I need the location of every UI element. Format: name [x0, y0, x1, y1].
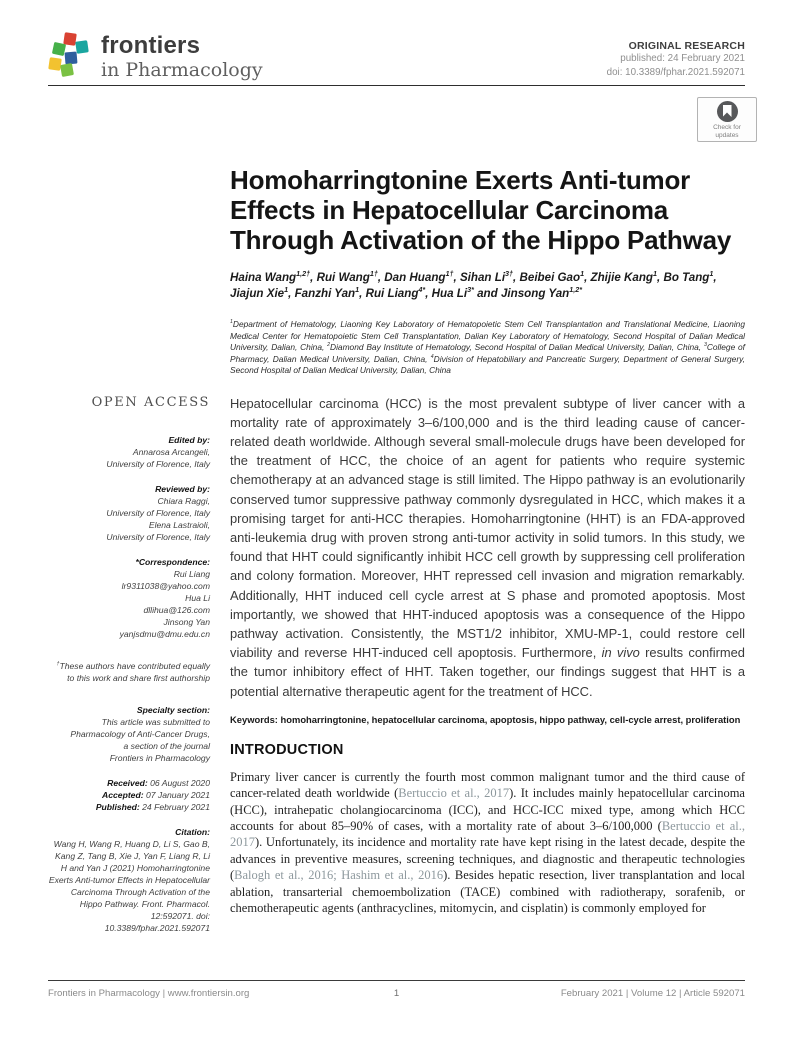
text-line: Rui Liang — [173, 569, 210, 579]
text-line: Pharmacology of Anti-Cancer Drugs, — [70, 729, 210, 739]
text-segment: Jiajun Xie — [230, 287, 285, 300]
header-divider — [48, 85, 745, 86]
superscript-marker: 1 — [709, 269, 714, 279]
edited-by-block — [48, 434, 210, 470]
text-segment: , — [657, 271, 664, 284]
keywords-line: Keywords: homoharringtonine, hepatocellular carcinoma, apoptosis, hippo pathway, cell-cycle arrest, proliferation — [230, 713, 741, 725]
page-number: 1 — [393, 988, 400, 999]
superscript-marker: 1 — [284, 285, 289, 295]
citation-block — [48, 826, 210, 934]
text-segment: ). Besides hepatic resection, liver transplantation and local ablation, transarterial chemoembolization (TACE) combined with radiotherapy, sorafenib, or chemotherapeutic agents (anthracyclines, mitomycin, and cisplatin) is commonly employed for — [230, 868, 745, 915]
journal-name: frontiers — [101, 32, 201, 59]
email-link[interactable]: lr9311038@yahoo.com — [121, 581, 210, 591]
text-segment: Haina Wang — [230, 271, 297, 284]
footer-issue-info: February 2021 | Volume 12 | Article 592071 — [560, 988, 745, 999]
abstract-paragraph — [230, 394, 745, 701]
text-line: a section of the journal — [123, 741, 210, 751]
text-segment: Bo Tang — [663, 271, 710, 284]
text-segment: Rui Wang — [316, 271, 370, 284]
superscript-marker: 4* — [418, 285, 426, 295]
reviewed-by-names — [48, 495, 210, 543]
citation-link[interactable]: Bertuccio et al., 2017 — [230, 818, 745, 850]
text-segment: results confirmed the tumor inhibitory effect of HHT. Taken together, our findings suggest that HHT is a potential alternative therapeutic agent for the treatment of HCC. — [230, 645, 745, 699]
author-list — [230, 270, 745, 302]
superscript-marker: 1† — [445, 269, 454, 279]
footer-journal-link[interactable]: Frontiers in Pharmacology | www.frontiersin.org — [48, 988, 250, 999]
superscript-marker: 3 — [703, 342, 707, 349]
text-line: University of Florence, Italy — [106, 532, 210, 542]
logo-cube-icon — [60, 63, 74, 77]
journal-subtitle: in Pharmacology — [101, 59, 263, 81]
correspondence-label: *Correspondence: — [135, 557, 210, 567]
superscript-marker: † — [56, 661, 60, 668]
badge-label-line1: Check for — [713, 124, 741, 131]
introduction-heading: INTRODUCTION — [230, 741, 344, 758]
text-segment: Jinsong Yan — [500, 287, 570, 300]
text-segment: Diamond Bay Institute of Hematology, Second Hospital of Dalian Medical University, Dalian, China, — [330, 342, 704, 352]
accepted-date: Accepted: 07 January 2021 — [102, 790, 210, 800]
text-line: University of Florence, Italy — [106, 508, 210, 518]
text-segment: Sihan Li — [459, 271, 506, 284]
text-segment: College of Pharmacy, Dalian Medical University, Dalian, China, — [230, 342, 746, 364]
superscript-marker: 1 — [230, 319, 233, 326]
correspondence-block — [48, 556, 210, 640]
article-title: Homoharringtonine Exerts Anti-tumor Effects in Hepatocellular Carcinoma Through Activation of the Hippo Pathway — [230, 165, 732, 255]
open-access-label: OPEN ACCESS — [91, 395, 210, 410]
text-segment: , — [310, 271, 317, 284]
text-segment: , — [425, 287, 432, 300]
email-link[interactable]: dllihua@126.com — [143, 605, 210, 615]
bookmark-icon — [723, 105, 732, 117]
text-segment: Department of Hematology, Liaoning Key Laboratory of Hematopoietic Stem Cell Transplantation and Translational Medicine, Liaoning Medical Center for Hematopoietic Stem Cell Transplantation, Dalian Key Laboratory of Hematology, Second Hospital of Dalian Medical University, Dalian, China, — [230, 319, 745, 352]
check-for-updates-button[interactable] — [697, 97, 757, 142]
email-link[interactable]: yanjsdmu@dmu.edu.cn — [119, 629, 210, 639]
reviewed-by-label: Reviewed by: — [155, 484, 210, 494]
published-date: published: 24 February 2021 — [620, 53, 745, 64]
text-segment: Hepatocellular carcinoma (HCC) is the most prevalent subtype of liver cancer with a mortality rate of approximately 3–6/100,000 and is the third leading cause of cancer-related death worldwide. Although several small-molecule drugs have been developed for the treatment of HCC, the choice of an agent for patients who require systemic chemotherapy at an advanced stage is still limited. The Hippo pathway is an evolutionarily conserved tumor suppressive pathway commonly dysregulated in HCC, which makes it a promising target for anti-HCC therapies. Homoharringtonine (HHT) is an FDA-approved anti-leukemia drug with proven strong anti-tumor activity in solid tumors. In this study, we found that HHT could significantly inhibit HCC cell growth by suppressing cell proliferation and colony formation. Moreover, HHT repressed cell invasion and migration remarkably. Additionally, HHT induced cell cycle arrest at S phase and promoted apoptosis. Most importantly, we showed that HHT-induced apoptosis was a consequence of the Hippo pathway activation. Consistently, the MST1/2 inhibitor, XMU-MP-1, could restore cell viability and reverse HHT-induced cell apoptosis. Furthermore, — [230, 395, 745, 661]
equal-contribution-note — [48, 660, 210, 684]
badge-label-line2: updates — [715, 131, 739, 139]
superscript-marker: 1 — [653, 269, 657, 279]
edited-by-names — [48, 446, 210, 470]
text-line: Annarosa Arcangeli, — [132, 447, 210, 457]
text-line: Jinsong Yan — [163, 617, 210, 627]
editorial-sidebar — [48, 165, 224, 934]
published-date-sidebar: Published: 24 February 2021 — [95, 802, 210, 812]
text-segment: Zhijie Kang — [590, 271, 653, 284]
specialty-section-block — [48, 704, 210, 764]
received-date: Received: 06 August 2020 — [107, 778, 210, 788]
text-segment: , — [584, 271, 591, 284]
text-line: University of Florence, Italy — [106, 459, 210, 469]
crossmark-icon — [717, 101, 738, 122]
superscript-marker: 3* — [467, 285, 474, 295]
superscript-marker: 1† — [369, 269, 378, 279]
edited-by-label: Edited by: — [168, 435, 210, 445]
reviewed-by-block — [48, 483, 210, 543]
specialty-section-lines — [48, 716, 210, 764]
frontiers-cubes-icon — [48, 33, 92, 81]
superscript-marker: 1,2† — [296, 269, 311, 279]
text-segment: Dan Huang — [384, 271, 446, 284]
citation-label: Citation: — [175, 827, 210, 837]
header-meta — [607, 40, 745, 79]
affiliations — [230, 319, 745, 377]
text-segment: , — [453, 271, 460, 284]
citation-link[interactable]: Bertuccio et al., 2017 — [398, 786, 510, 801]
correspondence-list — [48, 568, 210, 640]
superscript-marker: 4 — [430, 353, 434, 360]
footer-divider — [48, 980, 745, 981]
superscript-marker: 2 — [327, 342, 331, 349]
superscript-marker: 1 — [580, 269, 585, 279]
text-segment: Beibei Gao — [519, 271, 581, 284]
text-segment: Fanzhi Yan — [294, 287, 356, 300]
text-segment: , — [513, 271, 520, 284]
article-body — [230, 165, 745, 934]
text-segment: Primary liver cancer is currently the fourth most common malignant tumor and the third cause of cancer-related death worldwide ( — [230, 769, 745, 801]
article-type: ORIGINAL RESEARCH — [628, 40, 745, 52]
text-segment: , — [288, 287, 295, 300]
text-line: This article was submitted to — [101, 717, 210, 727]
text-segment: Division of Hepatobiliary and Pancreatic Surgery, Department of General Surgery, Second Hospital of Dalian Medical University, Dalian, China — [230, 353, 745, 375]
superscript-marker: 1 — [355, 285, 360, 295]
text-line: Elena Lastraioli, — [148, 520, 210, 530]
text-segment: These authors have contributed equally to this work and share first authorship — [59, 661, 210, 683]
introduction-paragraph — [230, 769, 745, 917]
text-segment: and — [473, 287, 501, 300]
text-line: Hua Li — [185, 593, 210, 603]
text-segment: in vivo — [601, 645, 640, 661]
citation-text: Wang H, Wang R, Huang D, Li S, Gao B, Kang Z, Tang B, Xie J, Yan F, Liang R, Li H and Yan J (2021) Homoharringtonine Exerts Anti-tumor Effects in Hepatocellular Carcinoma Through Activation of the Hippo Pathway. Front. Pharmacol. 12:592071. doi: 10.3389/fphar.2021.592071 — [48, 839, 210, 933]
text-line: Frontiers in Pharmacology — [109, 753, 210, 763]
history-dates-block — [48, 777, 210, 813]
text-segment: , — [713, 271, 717, 284]
text-segment: Hua Li — [431, 287, 468, 300]
logo-cube-icon — [75, 40, 89, 54]
superscript-marker: 1,2* — [569, 285, 583, 295]
text-segment: Rui Liang — [365, 287, 419, 300]
text-segment: , — [359, 287, 366, 300]
text-segment: , — [377, 271, 385, 284]
text-segment: ). It includes mainly hepatocellular carcinoma (HCC), intrahepatic cholangiocarcinoma (ICC), and HCC-ICC mixed type, among which HCC accounts for about 85–90% of cases, with a mortality rate of about 3–6/100,000 ( — [230, 786, 745, 833]
citation-link[interactable]: Balogh et al., 2016; Hashim et al., 2016 — [234, 868, 444, 883]
specialty-section-label: Specialty section: — [136, 705, 210, 715]
superscript-marker: 3† — [505, 269, 514, 279]
text-line: Chiara Raggi, — [157, 496, 210, 506]
doi-link[interactable]: doi: 10.3389/fphar.2021.592071 — [606, 66, 745, 78]
text-segment: ). Unfortunately, its incidence and mortality rate have kept rising in the latest decade, despite the advances in preventive measures, screening techniques, and diagnostic and therapeutic technologies ( — [230, 835, 745, 883]
journal-logo — [48, 33, 263, 82]
